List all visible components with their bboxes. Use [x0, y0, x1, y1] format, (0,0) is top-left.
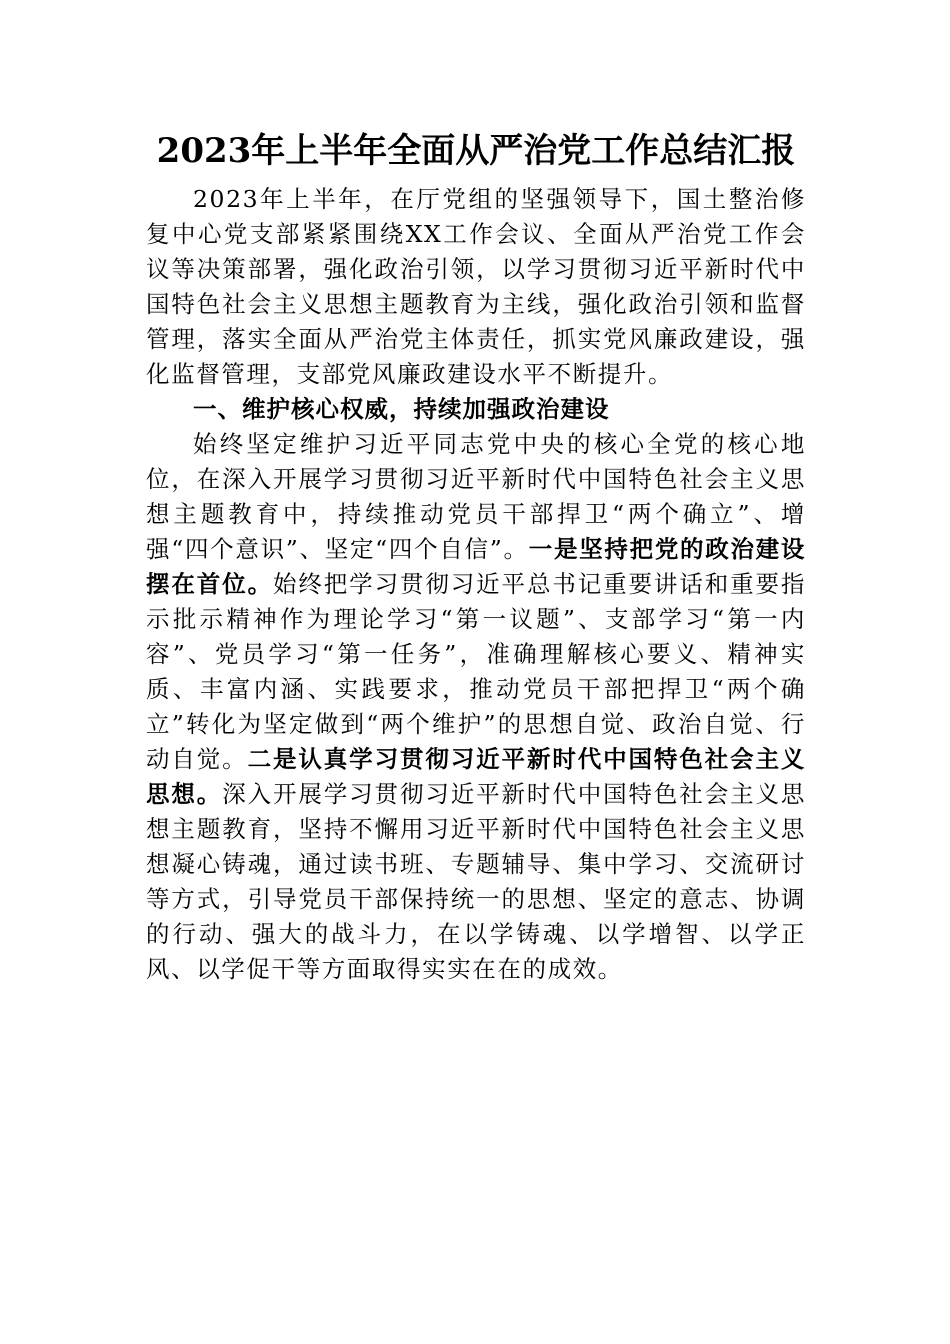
section-text-part-3: 深入开展学习贯彻习近平新时代中国特色社会主义思想主题教育，坚持不懈用习近平新时代中国特色社会主义思想凝心铸魂，通过读书班、专题辅导、集中学习、交流研讨等方式，引导党员干部保持统一的思想、坚定的意志、协调的行动、强大的战斗力，在以学铸魂、以学增智、以学正风、以学促干等方面取得实实在在的成效。: [146, 780, 806, 983]
document-body: [146, 128, 806, 987]
section-text-part-2: 始终把学习贯彻习近平总书记重要讲话和重要指示批示精神作为理论学习“第一议题”、支部学习“第一内容”、党员学习“第一任务”，准确理解核心要义、精神实质、丰富内涵、实践要求，推动党员干部把捍卫“两个确立”转化为坚定做到“两个维护”的思想自觉、政治自觉、行动自觉。: [146, 570, 806, 773]
document-title: 2023年上半年全面从严治党工作总结汇报: [156, 131, 796, 171]
section-text-part-1: 始终坚定维护习近平同志党中央的核心全党的核心地位，在深入开展学习贯彻习近平新时代中国特色社会主义思想主题教育中，持续推动党员干部捍卫“两个确立”、增强“四个意识”、坚定“四个自信”。: [146, 430, 806, 563]
section-bold-point-1: 一是坚持把党的政治建设摆在首位。: [146, 535, 806, 598]
section-bold-point-2: 二是认真学习贯彻习近平新时代中国特色社会主义思想。: [146, 745, 807, 808]
section-paragraph: [146, 427, 806, 987]
intro-paragraph: 2023年上半年，在厅党组的坚强领导下，国土整治修复中心党支部紧紧围绕XX工作会议、全面从严治党工作会议等决策部署，强化政治引领，以学习贯彻习近平新时代中国特色社会主义思想主题教育为主线，强化政治引领和监督管理，落实全面从严治党主体责任，抓实党风廉政建设，强化监督管理，支部党风廉政建设水平不断提升。: [146, 185, 806, 388]
section-heading: 一、维护核心权威，持续加强政治建设: [193, 395, 610, 423]
